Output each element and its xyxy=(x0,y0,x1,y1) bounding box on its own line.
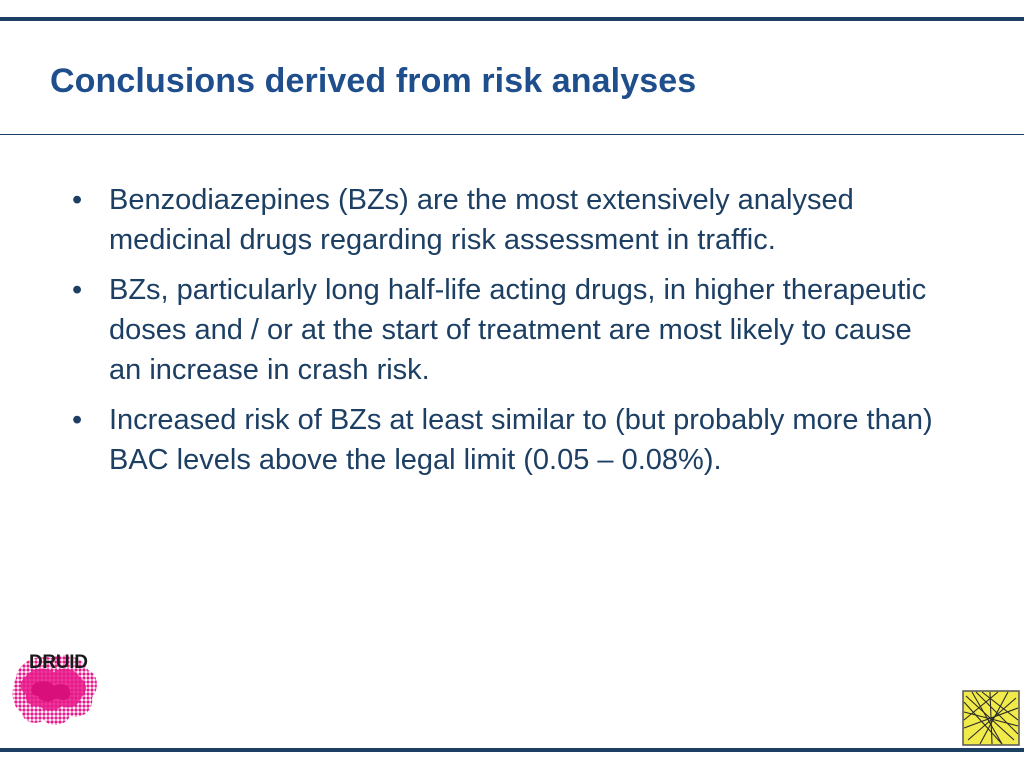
bullet-text: Benzodiazepines (BZs) are the most extensively analysed medicinal drugs regarding risk assessment in traffic. xyxy=(109,184,854,256)
bullet-item xyxy=(72,270,952,390)
bullet-marker: • xyxy=(72,404,83,436)
top-rule xyxy=(0,17,1024,21)
bullet-text: BZs, particularly long half-life acting drugs, in higher therapeutic doses and / or at the start of treatment are most likely to cause an increase in crash risk. xyxy=(109,274,927,386)
bullet-marker: • xyxy=(72,274,83,306)
bullet-marker: • xyxy=(72,184,83,216)
bottom-rule xyxy=(0,748,1024,752)
title-divider xyxy=(0,134,1024,135)
yellow-network-logo-icon xyxy=(962,690,1020,746)
bullet-text: Increased risk of BZs at least similar to (but probably more than) BAC levels above the legal limit (0.05 – 0.08%). xyxy=(109,404,933,476)
slide-title: Conclusions derived from risk analyses xyxy=(50,62,697,100)
druid-logo-text: DRUID xyxy=(29,652,88,673)
bullet-item xyxy=(72,180,952,260)
bullet-list xyxy=(72,180,952,490)
bullet-item xyxy=(72,400,952,480)
